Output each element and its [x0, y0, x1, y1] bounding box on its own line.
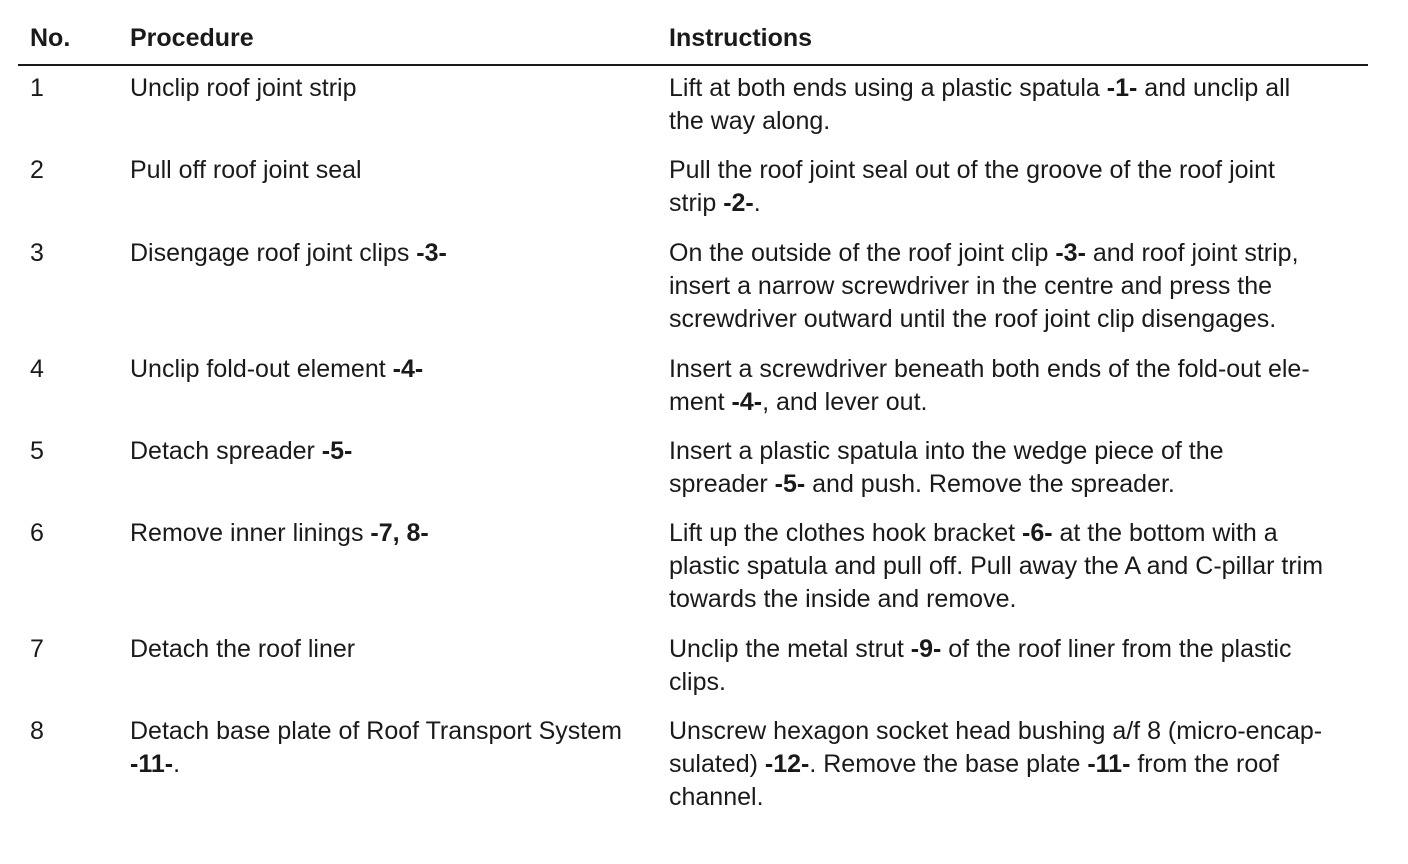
- text-line: [130, 72, 650, 105]
- row-number: 3: [30, 239, 44, 267]
- table-header: [0, 24, 1408, 60]
- text-line: [130, 154, 650, 187]
- text-segment: Remove inner linings: [130, 519, 371, 547]
- part-reference: -5-: [774, 470, 806, 498]
- text-line: [669, 187, 1369, 220]
- text-segment: Insert a plastic spatula into the wedge piece of the: [669, 437, 1224, 465]
- header-no: No.: [30, 24, 71, 52]
- procedure-cell: [130, 353, 650, 386]
- procedure-cell: [130, 435, 650, 468]
- text-line: [669, 583, 1369, 616]
- procedure-cell: [130, 154, 650, 187]
- part-reference: -4-: [731, 388, 763, 416]
- text-line: [669, 633, 1369, 666]
- text-segment: Pull off roof joint seal: [130, 156, 362, 184]
- text-segment: at the bottom with a: [1052, 519, 1278, 547]
- part-reference: -3-: [1055, 239, 1086, 267]
- text-segment: Detach the roof liner: [130, 635, 356, 663]
- part-reference: -11-: [130, 750, 174, 778]
- text-segment: Unclip fold-out element: [130, 355, 393, 383]
- text-segment: the way along.: [669, 107, 831, 135]
- procedure-cell: [130, 237, 650, 270]
- text-segment: of the roof liner from the plastic: [941, 635, 1292, 663]
- row-number: 6: [30, 519, 44, 547]
- text-line: [669, 517, 1369, 550]
- text-line: [669, 303, 1369, 336]
- text-segment: Unscrew hexagon socket head bushing a/f 8 (micro-encap-: [669, 717, 1323, 745]
- part-reference: -1-: [1106, 74, 1138, 102]
- row-number: 7: [30, 635, 44, 663]
- part-reference: -2-: [723, 189, 754, 217]
- text-segment: and unclip all: [1137, 74, 1291, 102]
- text-line: [130, 517, 650, 550]
- text-segment: screwdriver outward until the roof joint clip disengages.: [669, 305, 1277, 333]
- text-line: [669, 781, 1369, 814]
- text-line: [130, 353, 650, 386]
- text-segment: . Remove the base plate: [809, 750, 1088, 778]
- text-line: [130, 237, 650, 270]
- text-segment: Disengage roof joint clips: [130, 239, 417, 267]
- text-line: [669, 435, 1369, 468]
- text-line: [669, 72, 1369, 105]
- part-reference: -9-: [910, 635, 942, 663]
- text-segment: Lift up the clothes hook bracket: [669, 519, 1022, 547]
- text-segment: On the outside of the roof joint clip: [669, 239, 1056, 267]
- row-number: 8: [30, 717, 44, 745]
- row-number: 1: [30, 74, 44, 102]
- text-line: [669, 550, 1369, 583]
- text-segment: from the roof: [1130, 750, 1280, 778]
- row-number: 5: [30, 437, 44, 465]
- part-reference: -5-: [321, 437, 353, 465]
- text-line: [130, 715, 650, 748]
- text-segment: Detach base plate of Roof Transport System: [130, 717, 622, 745]
- text-segment: clips.: [669, 668, 726, 696]
- header-instructions: Instructions: [669, 24, 813, 52]
- text-segment: sulated): [669, 750, 765, 778]
- text-line: [669, 666, 1369, 699]
- text-line: [669, 468, 1369, 501]
- text-segment: spreader: [669, 470, 775, 498]
- text-segment: plastic spatula and pull off. Pull away the A and C-pillar trim: [669, 552, 1324, 580]
- instructions-cell: [669, 237, 1369, 336]
- text-segment: and push. Remove the spreader.: [805, 470, 1175, 498]
- text-segment: .: [753, 189, 761, 217]
- instructions-cell: [669, 633, 1369, 699]
- text-line: [130, 633, 650, 666]
- text-line: [130, 435, 650, 468]
- procedure-cell: [130, 715, 650, 781]
- text-segment: Pull the roof joint seal out of the groove of the roof joint: [669, 156, 1275, 184]
- part-reference: -12-: [764, 750, 810, 778]
- text-line: [669, 237, 1369, 270]
- row-number: 4: [30, 355, 44, 383]
- text-line: [669, 154, 1369, 187]
- header-rule: [18, 64, 1368, 66]
- procedure-cell: [130, 633, 650, 666]
- text-segment: Unclip roof joint strip: [130, 74, 357, 102]
- text-line: [669, 105, 1369, 138]
- instructions-cell: [669, 517, 1369, 616]
- text-segment: .: [173, 750, 181, 778]
- procedure-cell: [130, 517, 650, 550]
- text-segment: ment: [669, 388, 732, 416]
- part-reference: -6-: [1022, 519, 1053, 547]
- part-reference: -11-: [1087, 750, 1131, 778]
- text-segment: Unclip the metal strut: [669, 635, 911, 663]
- instructions-cell: [669, 353, 1369, 419]
- text-segment: channel.: [669, 783, 764, 811]
- text-segment: Detach spreader: [130, 437, 322, 465]
- text-segment: strip: [669, 189, 724, 217]
- text-segment: , and lever out.: [762, 388, 928, 416]
- text-line: [669, 270, 1369, 303]
- text-segment: Insert a screwdriver beneath both ends of the fold-out ele-: [669, 355, 1310, 383]
- instructions-cell: [669, 72, 1369, 138]
- instructions-cell: [669, 715, 1369, 814]
- row-number: 2: [30, 156, 44, 184]
- instructions-cell: [669, 154, 1369, 220]
- text-line: [669, 748, 1369, 781]
- text-line: [669, 386, 1369, 419]
- text-segment: and roof joint strip,: [1085, 239, 1299, 267]
- text-line: [669, 353, 1369, 386]
- text-line: [669, 715, 1369, 748]
- procedure-cell: [130, 72, 650, 105]
- instructions-cell: [669, 435, 1369, 501]
- part-reference: -7, 8-: [370, 519, 429, 547]
- text-segment: Lift at both ends using a plastic spatula: [669, 74, 1107, 102]
- part-reference: -4-: [392, 355, 424, 383]
- text-segment: insert a narrow screwdriver in the centre and press the: [669, 272, 1273, 300]
- text-line: [130, 748, 650, 781]
- header-procedure: Procedure: [130, 24, 254, 52]
- text-segment: towards the inside and remove.: [669, 585, 1017, 613]
- part-reference: -3-: [416, 239, 447, 267]
